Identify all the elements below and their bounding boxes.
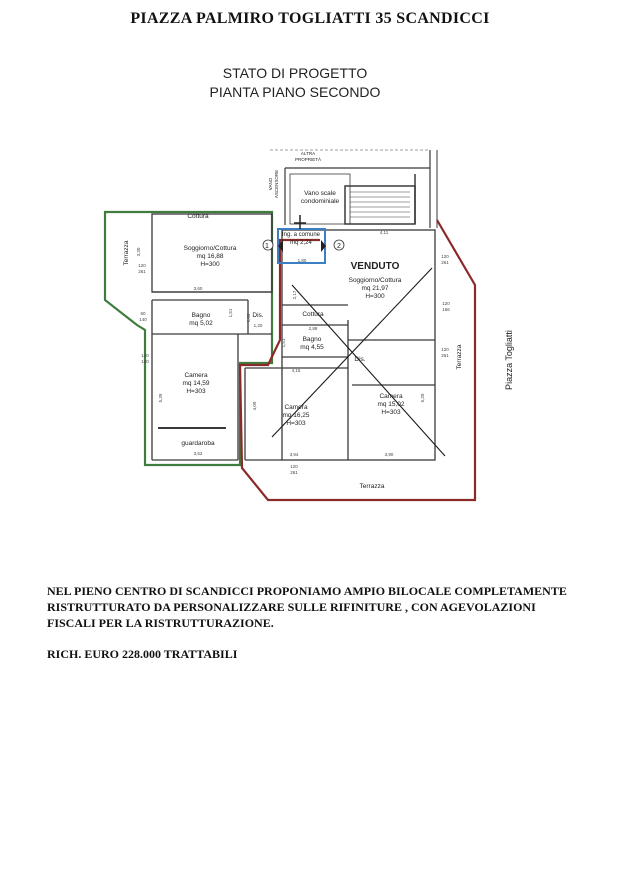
guardaroba-label: guardaroba — [181, 440, 215, 447]
dimension-label: 120 — [138, 263, 146, 268]
street-label: Piazza Togliatti — [504, 330, 514, 390]
plan-title-line2: PIANTA PIANO SECONDO — [209, 84, 381, 100]
right-soggiorno-name: Soggiorno/Cottura — [348, 277, 402, 284]
dimension-label: 4,11 — [379, 230, 389, 235]
page-title: PIAZZA PALMIRO TOGLIATTI 35 SCANDICCI — [130, 10, 490, 27]
left-soggiorno-area: mq 16,88 — [196, 253, 224, 260]
left-bagno-name: Bagno — [191, 312, 211, 319]
plan-title-line1: STATO DI PROGETTO — [222, 65, 368, 81]
mid-camera-name: Camera — [284, 404, 308, 411]
dimension-label: 4,15 — [291, 368, 301, 373]
left-camera-height: H=303 — [186, 388, 206, 395]
dimension-label: 120 — [141, 353, 149, 358]
other-property-line2: PROPRIETÀ — [294, 157, 322, 162]
left-cottura-label: Cottura — [187, 213, 209, 220]
right-cottura-label: Cottura — [302, 311, 324, 318]
sold-label: VENDUTO — [350, 261, 400, 272]
dimension-label: 1,51 — [281, 338, 286, 348]
left-terrazza-label: Terrazza — [123, 240, 130, 266]
left-bagno-area: mq 5,02 — [189, 320, 213, 327]
dimension-label: 140 — [139, 317, 147, 322]
right-bagno-area: mq 4,55 — [300, 344, 324, 351]
lift-label-line1: VANO — [268, 177, 273, 191]
listing-description: NEL PIENO CENTRO DI SCANDICCI PROPONIAMO AMPIO BILOCALE COMPLETAMENTE RISTRUTTURATO DA PERSONALIZZARE SULLE RIFINITURE , CON AGEVOLAZIONI FISCALI PER LA RISTRUTTURAZIONE. — [47, 584, 567, 630]
dimension-label: 1,80 — [297, 258, 307, 263]
left-camera-name: Camera — [184, 372, 208, 379]
right-terrazza-label: Terrazza — [456, 344, 463, 370]
entrance-name: Ing. a comune — [281, 232, 321, 238]
dimension-label: 120 — [441, 254, 449, 259]
dimension-label: 2,88 — [308, 326, 318, 331]
dimension-label: 2,17 — [292, 290, 297, 300]
mid-camera-area: mq 16,25 — [282, 412, 310, 419]
bottom-terrazza-label: Terrazza — [359, 483, 385, 490]
dimension-label: 3,30 — [136, 247, 141, 257]
dimension-label: 3,94 — [289, 452, 299, 457]
right-soggiorno-area: mq 21,97 — [361, 285, 389, 292]
stair-label-line1: Vano scale — [304, 190, 336, 197]
right-camera-height: H=303 — [381, 409, 401, 416]
dimension-label: 3,60 — [193, 286, 203, 291]
dimension-label: 261 — [290, 470, 298, 475]
dimension-label: 120 — [442, 301, 450, 306]
dimension-label: 120 — [441, 347, 449, 352]
left-camera-area: mq 14,59 — [182, 380, 210, 387]
dimension-label: 60 — [140, 311, 146, 316]
dimension-label: 1,20 — [253, 323, 263, 328]
entrance-area: mq 2,24 — [290, 240, 312, 246]
right-camera-name: Camera — [379, 393, 403, 400]
dimension-label: 3,52 — [193, 451, 203, 456]
dimension-label: 1,08 — [246, 313, 251, 323]
right-bagno-name: Bagno — [302, 336, 322, 343]
right-dis-label: Dis. — [354, 356, 366, 363]
dimension-label: 160 — [141, 359, 149, 364]
left-soggiorno-height: H=300 — [200, 261, 220, 268]
left-dis-label: Dis. — [252, 312, 264, 319]
dimension-label: 4,09 — [252, 401, 257, 411]
dimension-label: 166 — [442, 307, 450, 312]
mid-camera-height: H=303 — [286, 420, 306, 427]
dimension-label: 3,90 — [384, 452, 394, 457]
stair-label-line2: condominiale — [300, 198, 340, 205]
dimension-label: 261 — [138, 269, 146, 274]
right-soggiorno-height: H=300 — [365, 293, 385, 300]
marker-2: 2 — [337, 243, 341, 250]
left-soggiorno-name: Soggiorno/Cottura — [183, 245, 237, 252]
dimension-label: 261 — [441, 260, 449, 265]
listing-price: RICH. EURO 228.000 TRATTABILI — [47, 647, 238, 661]
dimension-label: 120 — [290, 464, 298, 469]
right-camera-area: mq 15,02 — [377, 401, 405, 408]
dimension-label: 1,51 — [228, 308, 233, 318]
plan-labels — [123, 151, 514, 490]
dimension-label: 5,20 — [420, 393, 425, 403]
dimension-label: 5,39 — [158, 393, 163, 403]
lift-label-line2: ASCENSORE — [274, 169, 279, 199]
marker-1: 1 — [265, 243, 269, 250]
dimension-label: 261 — [441, 353, 449, 358]
other-property-line1: ALTRA — [300, 151, 316, 156]
